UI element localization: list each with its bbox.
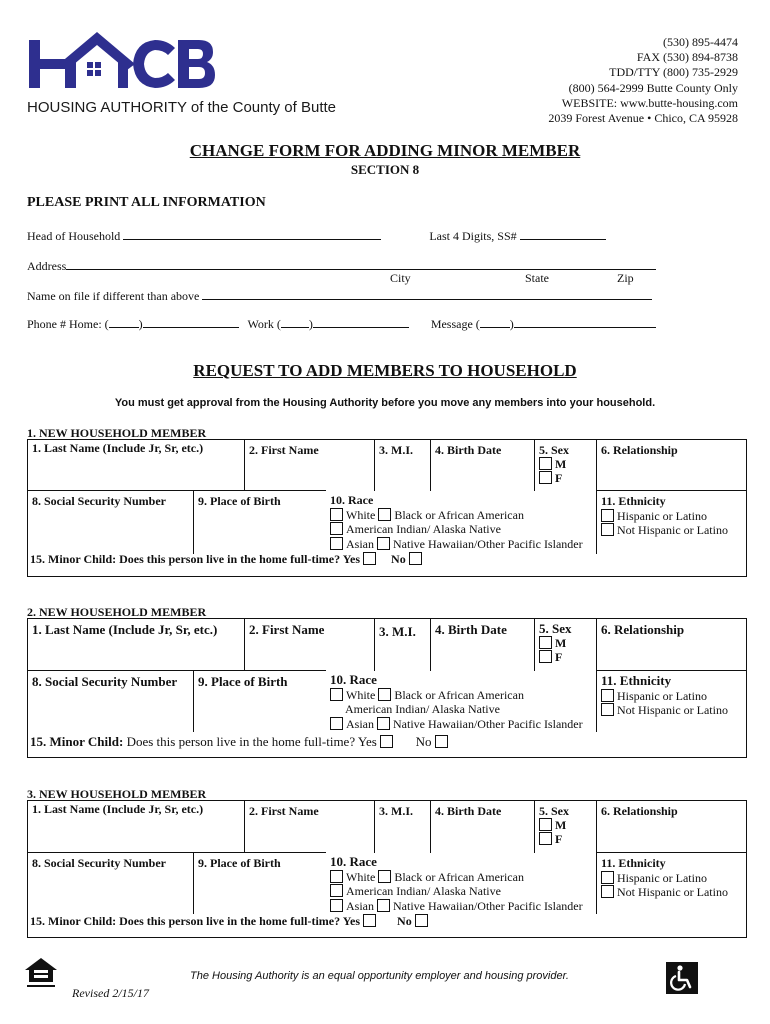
race-white-checkbox[interactable]	[330, 508, 343, 521]
race-american-indian-checkbox[interactable]	[330, 522, 343, 535]
mi-cell[interactable]: 3. M.I.	[374, 619, 430, 671]
revised-date: Revised 2/15/17	[72, 986, 149, 1000]
head-of-household-label: Head of Household	[27, 229, 121, 243]
not-hispanic-checkbox[interactable]	[601, 885, 614, 898]
message-area-field[interactable]	[480, 315, 510, 328]
race-cell: 10. Race White Black or African American American Indian/ Alaska Native Asian Native Hawaiian/Other Pacific Islander	[330, 672, 583, 731]
place-of-birth-cell[interactable]: 9. Place of Birth	[193, 670, 326, 732]
birth-date-cell[interactable]: 4. Birth Date	[430, 801, 534, 853]
equal-housing-icon	[23, 956, 59, 990]
member-row-1	[28, 800, 746, 853]
wheelchair-icon	[666, 962, 698, 994]
paren: )	[509, 317, 514, 331]
sex-f-checkbox[interactable]	[539, 832, 552, 845]
message-phone-field[interactable]	[514, 315, 656, 328]
fax: FAX (530) 894-8738	[636, 50, 738, 65]
race-asian-checkbox[interactable]	[330, 899, 343, 912]
birth-date-cell[interactable]: 4. Birth Date	[430, 619, 534, 671]
ethnicity-cell: 11. Ethnicity Hispanic or Latino Not Hispanic or Latino	[596, 490, 746, 554]
state-label: State	[525, 271, 549, 285]
hacb-logo-graphic	[27, 30, 217, 98]
phone-home-label: Phone # Home: (	[27, 317, 109, 331]
birth-date-cell[interactable]: 4. Birth Date	[430, 440, 534, 491]
race-american-indian-checkbox[interactable]	[330, 884, 343, 897]
race-asian-checkbox[interactable]	[330, 717, 343, 730]
county-phone: (800) 564-2999 Butte County Only	[568, 80, 738, 95]
minor-child-row: 15. Minor Child: Does this person live in the home full-time? Yes No	[30, 552, 590, 567]
minor-child-no-checkbox[interactable]	[435, 735, 448, 748]
last4-ssn-label: Last 4 Digits, SS#	[429, 229, 517, 243]
race-black-checkbox[interactable]	[378, 870, 391, 883]
name-on-file-field[interactable]	[202, 287, 652, 300]
phone-home-area-field[interactable]	[109, 315, 139, 328]
minor-child-no-checkbox[interactable]	[409, 552, 422, 565]
sex-m-checkbox[interactable]	[539, 818, 552, 831]
not-hispanic-checkbox[interactable]	[601, 703, 614, 716]
hispanic-checkbox[interactable]	[601, 689, 614, 702]
section-2-title: 2. NEW HOUSEHOLD MEMBER	[27, 605, 207, 619]
race-asian-checkbox[interactable]	[330, 537, 343, 550]
paren: )	[138, 317, 143, 331]
org-name: HOUSING AUTHORITY of the County of Butte	[27, 99, 337, 116]
minor-child-yes-checkbox[interactable]	[363, 914, 376, 927]
race-black-checkbox[interactable]	[378, 688, 391, 701]
section-1-title: 1. NEW HOUSEHOLD MEMBER	[27, 426, 207, 440]
household-member-3	[27, 800, 747, 938]
sex-cell: 5. Sex M F	[534, 619, 596, 671]
race-black-checkbox[interactable]	[378, 508, 391, 521]
first-name-cell[interactable]: 2. First Name	[244, 619, 374, 671]
name-on-file-label: Name on file if different than above	[27, 289, 200, 303]
relationship-cell[interactable]: 6. Relationship	[596, 801, 746, 853]
sex-f-checkbox[interactable]	[539, 650, 552, 663]
race-hawaiian-checkbox[interactable]	[377, 537, 390, 550]
sex-m-checkbox[interactable]	[539, 457, 552, 470]
website: WEBSITE: www.butte-housing.com	[561, 95, 738, 110]
contact-block	[548, 35, 738, 126]
race-cell: 10. Race White Black or African American American Indian/ Alaska Native Asian Native Hawaiian/Other Pacific Islander	[330, 493, 583, 551]
hispanic-checkbox[interactable]	[601, 871, 614, 884]
place-of-birth-cell[interactable]: 9. Place of Birth	[193, 490, 326, 554]
household-member-1	[27, 439, 747, 577]
sex-cell: 5. Sex M F	[534, 801, 596, 853]
race-hawaiian-checkbox[interactable]	[377, 899, 390, 912]
zip-label: Zip	[617, 271, 634, 285]
hispanic-checkbox[interactable]	[601, 509, 614, 522]
sex-m-checkbox[interactable]	[539, 636, 552, 649]
phone-row	[27, 315, 757, 332]
first-name-cell[interactable]: 2. First Name	[244, 801, 374, 853]
ssn-cell[interactable]: 8. Social Security Number	[28, 852, 193, 914]
member-row-2	[28, 670, 746, 732]
minor-child-row: 15. Minor Child: Does this person live in the home full-time? Yes No	[30, 914, 590, 929]
ssn-cell[interactable]: 8. Social Security Number	[28, 670, 193, 732]
minor-child-yes-checkbox[interactable]	[380, 735, 393, 748]
minor-child-no-checkbox[interactable]	[415, 914, 428, 927]
name-on-file-row	[27, 287, 747, 304]
household-member-2	[27, 618, 747, 758]
paren: )	[308, 317, 313, 331]
last-name-cell[interactable]: 1. Last Name (Include Jr, Sr, etc.)	[32, 441, 204, 455]
print-notice: PLEASE PRINT ALL INFORMATION	[27, 195, 266, 210]
member-row-1	[28, 439, 746, 491]
address-label: Address	[27, 259, 67, 273]
last4-ssn-field[interactable]	[520, 227, 606, 240]
section-3-title: 3. NEW HOUSEHOLD MEMBER	[27, 787, 207, 801]
head-of-household-row	[27, 227, 747, 244]
address-row	[27, 257, 747, 274]
race-white-checkbox[interactable]	[330, 688, 343, 701]
request-notice: You must get approval from the Housing Authority before you move any members into your household.	[114, 397, 656, 409]
relationship-cell[interactable]: 6. Relationship	[596, 440, 746, 491]
work-area-field[interactable]	[281, 315, 309, 328]
work-phone-field[interactable]	[313, 315, 409, 328]
message-label: Message (	[430, 317, 480, 331]
hacb-logo	[27, 30, 217, 98]
head-of-household-field[interactable]	[123, 227, 381, 240]
relationship-cell[interactable]: 6. Relationship	[596, 619, 746, 671]
work-label: Work (	[247, 317, 281, 331]
tdd-tty: TDD/TTY (800) 735-2929	[609, 65, 738, 80]
member-row-1	[28, 618, 746, 671]
phone-home-field[interactable]	[143, 315, 239, 328]
street-address: 2039 Forest Avenue • Chico, CA 95928	[548, 111, 738, 126]
mi-cell[interactable]: 3. M.I.	[374, 801, 430, 853]
minor-child-row: 15. Minor Child: Does this person live in the home full-time? Yes No	[30, 734, 590, 750]
ethnicity-cell: 11. Ethnicity Hispanic or Latino Not Hispanic or Latino	[596, 670, 746, 732]
last-name-cell[interactable]: 1. Last Name (Include Jr, Sr, etc.)	[32, 622, 218, 637]
minor-child-yes-checkbox[interactable]	[363, 552, 376, 565]
race-cell: 10. Race White Black or African American American Indian/ Alaska Native Asian Native Hawaiian/Other Pacific Islander	[330, 854, 583, 913]
first-name-cell[interactable]: 2. First Name	[244, 440, 374, 491]
ssn-cell[interactable]: 8. Social Security Number	[28, 490, 193, 554]
address-field[interactable]	[66, 257, 656, 270]
race-hawaiian-checkbox[interactable]	[377, 717, 390, 730]
phone: (530) 895-4474	[663, 35, 738, 49]
race-white-checkbox[interactable]	[330, 870, 343, 883]
member-row-2	[28, 490, 746, 554]
eoe-statement: The Housing Authority is an equal opportunity employer and housing provider.	[190, 970, 569, 982]
member-row-2	[28, 852, 746, 914]
request-title: REQUEST TO ADD MEMBERS TO HOUSEHOLD	[193, 361, 577, 380]
sex-f-checkbox[interactable]	[539, 471, 552, 484]
place-of-birth-cell[interactable]: 9. Place of Birth	[193, 852, 326, 914]
not-hispanic-checkbox[interactable]	[601, 523, 614, 536]
last-name-cell[interactable]: 1. Last Name (Include Jr, Sr, etc.)	[32, 802, 204, 816]
ethnicity-cell: 11. Ethnicity Hispanic or Latino Not Hispanic or Latino	[596, 852, 746, 914]
form-title: CHANGE FORM FOR ADDING MINOR MEMBER	[189, 141, 581, 160]
sex-cell: 5. Sex M F	[534, 440, 596, 491]
mi-cell[interactable]: 3. M.I.	[374, 440, 430, 491]
city-label: City	[390, 271, 411, 285]
form-subtitle: SECTION 8	[350, 162, 420, 177]
